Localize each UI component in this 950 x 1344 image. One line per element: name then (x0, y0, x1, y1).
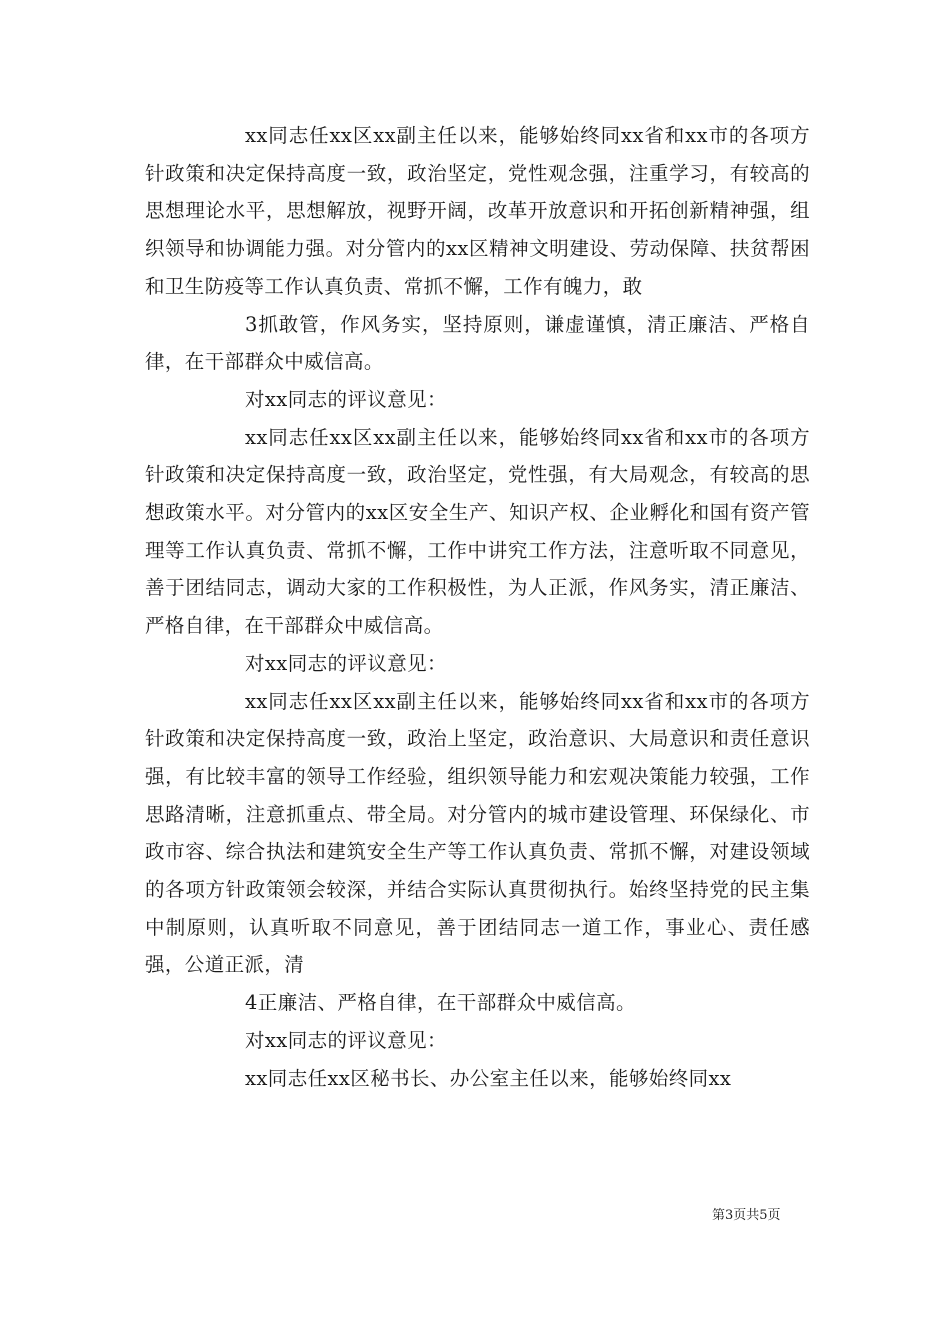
paragraph-5-heading: 对xx同志的评议意见： (245, 651, 447, 675)
paragraph-7: 4正廉洁、严格自律，在干部群众中威信高。 (245, 991, 636, 1015)
paragraph-9: xx同志任xx区秘书长、办公室主任以来，能够始终同xx (245, 1066, 732, 1090)
page-number-footer: 第3页共5页 (712, 1208, 781, 1223)
paragraph-1: xx同志任xx区xx副主任以来，能够始终同xx省和xx市的各项方针政策和决定保持高度一致，政治坚定，党性观念强，注重学习，有较高的思想理论水平，思想解放，视野开阔，改革开放意识和开拓创新精神强，组织领导和协调能力强。对分管内的xx区精神文明建设、劳动保障、扶贫帮困和卫生防疫等工作认真负责、常抓不懈，工作有魄力，敢 (145, 124, 810, 298)
paragraph-2: 3抓敢管，作风务实，坚持原则，谦虚谨慎，清正廉洁、严格自律，在干部群众中威信高。 (145, 312, 810, 374)
paragraph-3-heading: 对xx同志的评议意见： (245, 387, 447, 411)
paragraph-4: xx同志任xx区xx副主任以来，能够始终同xx省和xx市的各项方针政策和决定保持高度一致，政治坚定，党性强，有大局观念，有较高的思想政策水平。对分管内的xx区安全生产、知识产权、企业孵化和国有资产管理等工作认真负责、常抓不懈，工作中讲究工作方法，注意听取不同意见，善于团结同志，调动大家的工作积极性，为人正派，作风务实，清正廉洁、严格自律，在干部群众中威信高。 (145, 425, 810, 638)
document-body (145, 117, 810, 1097)
paragraph-6: xx同志任xx区xx副主任以来，能够始终同xx省和xx市的各项方针政策和决定保持高度一致，政治上坚定，政治意识、大局意识和责任意识强，有比较丰富的领导工作经验，组织领导能力和宏观决策能力较强，工作思路清晰，注意抓重点、带全局。对分管内的城市建设管理、环保绿化、市政市容、综合执法和建筑安全生产等工作认真负责、常抓不懈，对建设领域的各项方针政策领会较深，并结合实际认真贯彻执行。始终坚持党的民主集中制原则，认真听取不同意见，善于团结同志一道工作，事业心、责任感强，公道正派，清 (145, 689, 810, 977)
paragraph-8-heading: 对xx同志的评议意见： (245, 1028, 447, 1052)
